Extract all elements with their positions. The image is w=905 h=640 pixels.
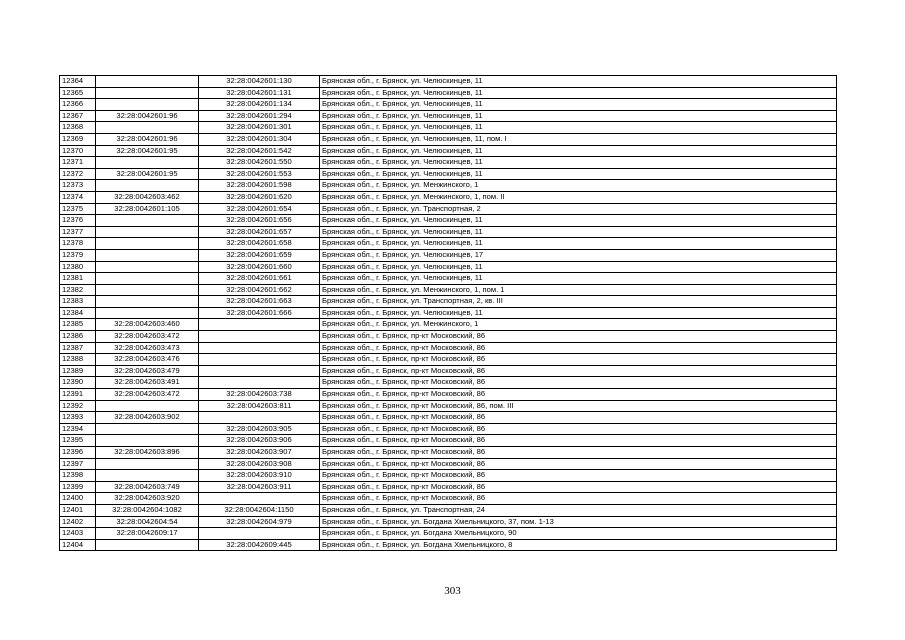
object-number-cell: 32:28:0042603:908 [199,458,320,470]
address-cell: Брянская обл., г. Брянск, ул. Челюскинцев, 11, пом. I [320,133,837,145]
land-parcel-number-cell [96,215,199,227]
row-number-cell: 12387 [60,342,96,354]
table-row [60,203,837,215]
land-parcel-number-cell: 32:28:0042603:460 [96,319,199,331]
land-parcel-number-cell: 32:28:0042603:479 [96,365,199,377]
row-number-cell: 12379 [60,249,96,261]
land-parcel-number-cell: 32:28:0042604:54 [96,516,199,528]
row-number-cell: 12374 [60,191,96,203]
land-parcel-number-cell [96,87,199,99]
address-cell: Брянская обл., г. Брянск, ул. Менжинского, 1 [320,180,837,192]
row-number-cell: 12386 [60,331,96,343]
row-number-cell: 12391 [60,389,96,401]
address-cell: Брянская обл., г. Брянск, пр-кт Московский, 86 [320,493,837,505]
object-number-cell: 32:28:0042609:445 [199,539,320,551]
address-cell: Брянская обл., г. Брянск, пр-кт Московский, 86 [320,354,837,366]
object-number-cell: 32:28:0042603:910 [199,470,320,482]
row-number-cell: 12382 [60,284,96,296]
row-number-cell: 12393 [60,412,96,424]
land-parcel-number-cell: 32:28:0042601:105 [96,203,199,215]
address-cell: Брянская обл., г. Брянск, ул. Челюскинцев, 11 [320,110,837,122]
land-parcel-number-cell: 32:28:0042601:96 [96,133,199,145]
object-number-cell: 32:28:0042601:661 [199,273,320,285]
address-cell: Брянская обл., г. Брянск, пр-кт Московский, 86 [320,331,837,343]
land-parcel-number-cell: 32:28:0042603:462 [96,191,199,203]
land-parcel-number-cell: 32:28:0042601:95 [96,168,199,180]
object-number-cell [199,365,320,377]
land-parcel-number-cell [96,296,199,308]
table-row [60,168,837,180]
table-row [60,87,837,99]
object-number-cell [199,331,320,343]
table-row [60,331,837,343]
row-number-cell: 12403 [60,528,96,540]
address-cell: Брянская обл., г. Брянск, пр-кт Московский, 86 [320,458,837,470]
land-parcel-number-cell: 32:28:0042609:17 [96,528,199,540]
row-number-cell: 12378 [60,238,96,250]
address-cell: Брянская обл., г. Брянск, ул. Челюскинцев, 11 [320,307,837,319]
object-number-cell [199,377,320,389]
table-row [60,528,837,540]
row-number-cell: 12404 [60,539,96,551]
table-row [60,389,837,401]
land-parcel-number-cell [96,249,199,261]
object-number-cell: 32:28:0042604:1150 [199,504,320,516]
row-number-cell: 12401 [60,504,96,516]
address-cell: Брянская обл., г. Брянск, пр-кт Московский, 86 [320,423,837,435]
row-number-cell: 12375 [60,203,96,215]
table-row [60,284,837,296]
address-cell: Брянская обл., г. Брянск, ул. Челюскинцев, 11 [320,122,837,134]
object-number-cell: 32:28:0042601:657 [199,226,320,238]
row-number-cell: 12392 [60,400,96,412]
table-row [60,99,837,111]
table-row [60,133,837,145]
row-number-cell: 12371 [60,157,96,169]
object-number-cell: 32:28:0042601:598 [199,180,320,192]
table-row [60,342,837,354]
row-number-cell: 12377 [60,226,96,238]
land-parcel-number-cell: 32:28:0042603:472 [96,331,199,343]
land-parcel-number-cell [96,284,199,296]
row-number-cell: 12394 [60,423,96,435]
object-number-cell: 32:28:0042601:553 [199,168,320,180]
address-cell: Брянская обл., г. Брянск, ул. Транспортная, 24 [320,504,837,516]
table-row [60,145,837,157]
land-parcel-number-cell [96,435,199,447]
object-number-cell: 32:28:0042601:301 [199,122,320,134]
table-row [60,493,837,505]
land-parcel-number-cell [96,180,199,192]
table-row [60,215,837,227]
row-number-cell: 12402 [60,516,96,528]
object-number-cell: 32:28:0042603:905 [199,423,320,435]
address-cell: Брянская обл., г. Брянск, пр-кт Московский, 86 [320,481,837,493]
row-number-cell: 12368 [60,122,96,134]
table-row [60,447,837,459]
address-cell: Брянская обл., г. Брянск, пр-кт Московский, 86 [320,435,837,447]
address-cell: Брянская обл., г. Брянск, ул. Челюскинцев, 11 [320,168,837,180]
table-row [60,307,837,319]
land-parcel-number-cell [96,238,199,250]
table-row [60,400,837,412]
row-number-cell: 12381 [60,273,96,285]
table-row [60,481,837,493]
table-row [60,354,837,366]
row-number-cell: 12399 [60,481,96,493]
registry-table-body [60,76,837,551]
table-row [60,365,837,377]
row-number-cell: 12373 [60,180,96,192]
land-parcel-number-cell [96,76,199,88]
table-row [60,226,837,238]
row-number-cell: 12383 [60,296,96,308]
address-cell: Брянская обл., г. Брянск, ул. Менжинского, 1 [320,319,837,331]
object-number-cell: 32:28:0042601:658 [199,238,320,250]
address-cell: Брянская обл., г. Брянск, ул. Менжинского, 1, пом. II [320,191,837,203]
object-number-cell: 32:28:0042601:620 [199,191,320,203]
row-number-cell: 12376 [60,215,96,227]
row-number-cell: 12388 [60,354,96,366]
row-number-cell: 12384 [60,307,96,319]
object-number-cell: 32:28:0042601:654 [199,203,320,215]
row-number-cell: 12364 [60,76,96,88]
object-number-cell: 32:28:0042601:131 [199,87,320,99]
table-row [60,110,837,122]
address-cell: Брянская обл., г. Брянск, пр-кт Московский, 86 [320,365,837,377]
row-number-cell: 12380 [60,261,96,273]
address-cell: Брянская обл., г. Брянск, пр-кт Московский, 86 [320,389,837,401]
row-number-cell: 12396 [60,447,96,459]
table-row [60,470,837,482]
address-cell: Брянская обл., г. Брянск, ул. Челюскинцев, 11 [320,76,837,88]
object-number-cell: 32:28:0042603:906 [199,435,320,447]
row-number-cell: 12389 [60,365,96,377]
row-number-cell: 12397 [60,458,96,470]
object-number-cell: 32:28:0042601:550 [199,157,320,169]
land-parcel-number-cell: 32:28:0042601:95 [96,145,199,157]
land-parcel-number-cell [96,458,199,470]
address-cell: Брянская обл., г. Брянск, ул. Менжинского, 1, пом. 1 [320,284,837,296]
land-parcel-number-cell [96,307,199,319]
address-cell: Брянская обл., г. Брянск, ул. Челюскинцев, 11 [320,238,837,250]
address-cell: Брянская обл., г. Брянск, пр-кт Московский, 86 [320,412,837,424]
table-row [60,249,837,261]
table-row [60,516,837,528]
land-parcel-number-cell: 32:28:0042603:473 [96,342,199,354]
address-cell: Брянская обл., г. Брянск, ул. Богдана Хмельницкого, 90 [320,528,837,540]
address-cell: Брянская обл., г. Брянск, ул. Челюскинцев, 11 [320,99,837,111]
address-cell: Брянская обл., г. Брянск, пр-кт Московский, 86 [320,470,837,482]
row-number-cell: 12372 [60,168,96,180]
object-number-cell: 32:28:0042601:662 [199,284,320,296]
land-parcel-number-cell [96,99,199,111]
address-cell: Брянская обл., г. Брянск, ул. Челюскинцев, 11 [320,261,837,273]
land-parcel-number-cell: 32:28:0042603:491 [96,377,199,389]
address-cell: Брянская обл., г. Брянск, ул. Челюскинцев, 11 [320,87,837,99]
object-number-cell: 32:28:0042603:907 [199,447,320,459]
object-number-cell [199,354,320,366]
row-number-cell: 12385 [60,319,96,331]
address-cell: Брянская обл., г. Брянск, ул. Челюскинцев, 11 [320,226,837,238]
table-row [60,157,837,169]
page-number: 303 [444,585,461,597]
table-row [60,435,837,447]
land-parcel-number-cell [96,470,199,482]
address-cell: Брянская обл., г. Брянск, ул. Челюскинцев, 11 [320,157,837,169]
address-cell: Брянская обл., г. Брянск, ул. Челюскинцев, 11 [320,273,837,285]
row-number-cell: 12365 [60,87,96,99]
land-parcel-number-cell [96,226,199,238]
row-number-cell: 12398 [60,470,96,482]
object-number-cell: 32:28:0042601:663 [199,296,320,308]
land-parcel-number-cell: 32:28:0042601:96 [96,110,199,122]
object-number-cell: 32:28:0042601:294 [199,110,320,122]
address-cell: Брянская обл., г. Брянск, ул. Челюскинцев, 11 [320,215,837,227]
table-row [60,458,837,470]
row-number-cell: 12367 [60,110,96,122]
table-row [60,539,837,551]
object-number-cell: 32:28:0042601:304 [199,133,320,145]
land-parcel-number-cell [96,400,199,412]
land-parcel-number-cell: 32:28:0042603:749 [96,481,199,493]
land-parcel-number-cell [96,539,199,551]
address-cell: Брянская обл., г. Брянск, ул. Богдана Хмельницкого, 37, пом. 1-13 [320,516,837,528]
object-number-cell [199,412,320,424]
land-parcel-number-cell: 32:28:0042603:472 [96,389,199,401]
table-row [60,191,837,203]
object-number-cell: 32:28:0042603:738 [199,389,320,401]
address-cell: Брянская обл., г. Брянск, ул. Транспортная, 2, кв. III [320,296,837,308]
row-number-cell: 12366 [60,99,96,111]
address-cell: Брянская обл., г. Брянск, ул. Челюскинцев, 17 [320,249,837,261]
table-row [60,412,837,424]
row-number-cell: 12395 [60,435,96,447]
object-number-cell: 32:28:0042601:660 [199,261,320,273]
land-parcel-number-cell [96,261,199,273]
table-row [60,504,837,516]
table-row [60,273,837,285]
table-row [60,423,837,435]
address-cell: Брянская обл., г. Брянск, ул. Богдана Хмельницкого, 8 [320,539,837,551]
land-parcel-number-cell [96,423,199,435]
row-number-cell: 12390 [60,377,96,389]
object-number-cell: 32:28:0042601:659 [199,249,320,261]
land-parcel-number-cell: 32:28:0042603:476 [96,354,199,366]
land-parcel-number-cell [96,273,199,285]
land-parcel-number-cell: 32:28:0042603:920 [96,493,199,505]
object-number-cell: 32:28:0042601:542 [199,145,320,157]
row-number-cell: 12400 [60,493,96,505]
table-row [60,122,837,134]
land-parcel-number-cell [96,157,199,169]
object-number-cell: 32:28:0042601:656 [199,215,320,227]
table-row [60,238,837,250]
address-cell: Брянская обл., г. Брянск, пр-кт Московский, 86 [320,447,837,459]
object-number-cell: 32:28:0042604:979 [199,516,320,528]
land-parcel-number-cell [96,122,199,134]
table-row [60,319,837,331]
object-number-cell: 32:28:0042603:911 [199,481,320,493]
land-parcel-number-cell: 32:28:0042604:1082 [96,504,199,516]
object-number-cell: 32:28:0042601:134 [199,99,320,111]
row-number-cell: 12369 [60,133,96,145]
table-row [60,180,837,192]
land-parcel-number-cell: 32:28:0042603:896 [96,447,199,459]
object-number-cell [199,342,320,354]
table-row [60,377,837,389]
registry-table [59,75,837,551]
address-cell: Брянская обл., г. Брянск, ул. Челюскинцев, 11 [320,145,837,157]
row-number-cell: 12370 [60,145,96,157]
table-row [60,261,837,273]
table-row [60,296,837,308]
object-number-cell [199,528,320,540]
object-number-cell: 32:28:0042601:666 [199,307,320,319]
object-number-cell [199,493,320,505]
address-cell: Брянская обл., г. Брянск, пр-кт Московский, 86, пом. III [320,400,837,412]
land-parcel-number-cell: 32:28:0042603:902 [96,412,199,424]
address-cell: Брянская обл., г. Брянск, пр-кт Московский, 86 [320,377,837,389]
table-row [60,76,837,88]
object-number-cell: 32:28:0042601:130 [199,76,320,88]
address-cell: Брянская обл., г. Брянск, пр-кт Московский, 86 [320,342,837,354]
object-number-cell: 32:28:0042603:811 [199,400,320,412]
object-number-cell [199,319,320,331]
address-cell: Брянская обл., г. Брянск, ул. Транспортная, 2 [320,203,837,215]
